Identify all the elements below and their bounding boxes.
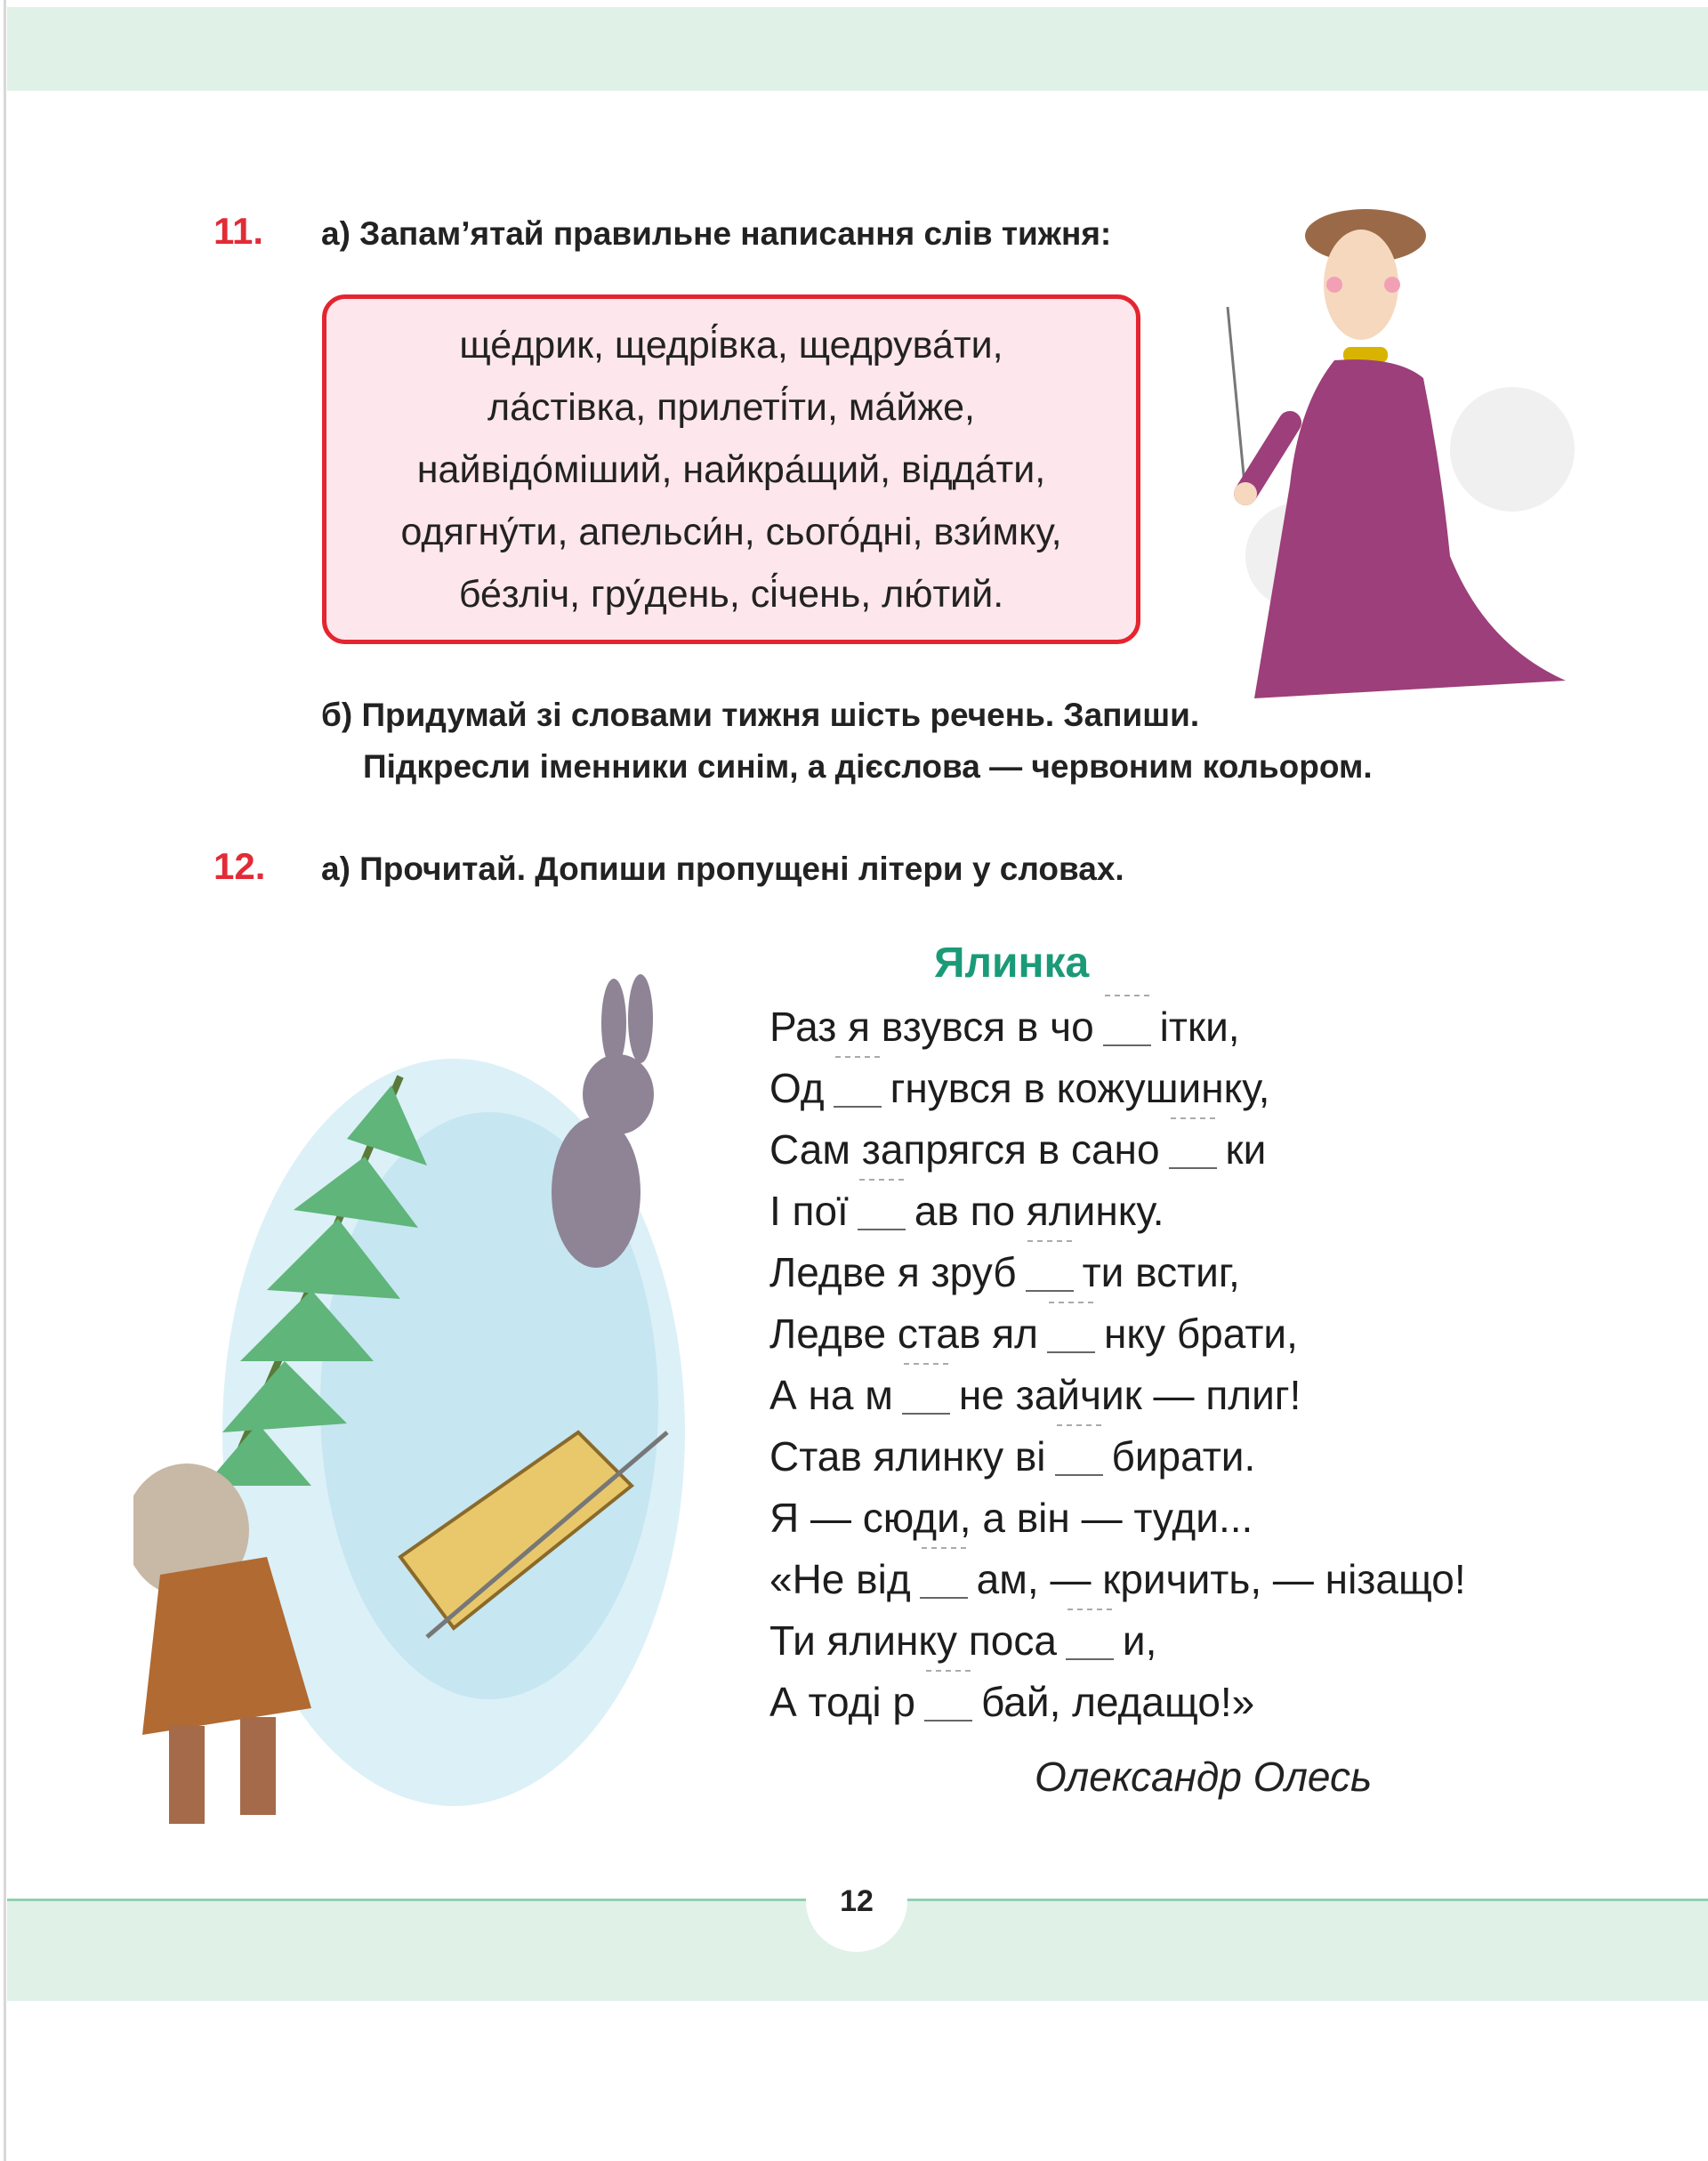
missing-letter-blank[interactable] (924, 1686, 972, 1722)
words-of-week-box (322, 294, 1140, 644)
poem-line-text: «Не від (769, 1556, 911, 1602)
missing-letter-blank[interactable] (1026, 1256, 1074, 1292)
poem-line (769, 1672, 1466, 1733)
task-11-part-b: б) Придумай зі словами тижня шість речень. Запиши. (321, 697, 1200, 733)
poem-line (769, 1365, 1466, 1426)
page-edge (4, 0, 6, 2161)
teacher-illustration (1219, 200, 1575, 698)
poem-line-text: Ти ялинку поса (769, 1617, 1057, 1664)
poem-line-text: нку брати, (1104, 1310, 1298, 1357)
missing-letter-blank[interactable] (834, 1072, 882, 1108)
poem-line (769, 1426, 1466, 1488)
poem-line-text: бирати. (1111, 1433, 1256, 1480)
poem-line (769, 1488, 1466, 1549)
poem-line-text: Став ялинку ві (769, 1433, 1046, 1480)
missing-letter-blank[interactable] (902, 1379, 950, 1415)
poem-line-text: гнувся в кожушинку, (890, 1065, 1270, 1111)
poem (769, 996, 1466, 1733)
poem-line-text: ам, — кричить, — нізащо! (976, 1556, 1466, 1602)
poem-line-text: ти встиг, (1082, 1249, 1240, 1295)
missing-letter-blank[interactable] (1047, 1318, 1095, 1353)
poem-line (769, 996, 1466, 1058)
task-12-part-a: а) Прочитай. Допиши пропущені літери у словах. (321, 851, 1124, 887)
missing-letter-blank[interactable] (858, 1195, 906, 1230)
header-band (7, 7, 1708, 91)
word-line: одягну́ти, апельси́н, сього́дні, взи́мку, (400, 510, 1062, 553)
task-11-part-b-line2: Підкресли іменники синім, а дієслова — червоним кольором. (363, 748, 1373, 785)
poem-line (769, 1119, 1466, 1181)
word-line: ще́дрик, щедрі́вка, щедрува́ти, (459, 323, 1003, 367)
task-11-number: 11. (214, 210, 264, 252)
poem-line-text: бай, ледащо!» (981, 1679, 1255, 1725)
word-line: ла́стівка, прилеті́ти, ма́йже, (487, 385, 975, 429)
poem-line-text: Ледве я зруб (769, 1249, 1017, 1295)
missing-letter-blank[interactable] (1169, 1133, 1217, 1169)
page-number: 12 (806, 1851, 907, 1952)
poem-line (769, 1549, 1466, 1610)
poem-line-text: Раз я взувся в чо (769, 1004, 1094, 1050)
poem-line-text: Сам запрягся в сано (769, 1126, 1160, 1173)
poem-line (769, 1058, 1466, 1119)
poem-line (769, 1303, 1466, 1365)
missing-letter-blank[interactable] (920, 1563, 968, 1599)
poem-title: Ялинка (934, 939, 1090, 987)
poem-line-text: Я — сюди, а він — туди... (769, 1495, 1253, 1541)
poem-line-text: ав по ялинку. (914, 1188, 1164, 1234)
poem-line-text: и, (1122, 1617, 1157, 1664)
poem-line-text: І пої (769, 1188, 849, 1234)
poem-line (769, 1610, 1466, 1672)
poem-line-text: ітки, (1159, 1004, 1240, 1050)
poem-line-text: ки (1225, 1126, 1267, 1173)
poem-line-text: Од (769, 1065, 825, 1111)
task-11-part-a: а) Запам’ятай правильне написання слів тижня: (321, 215, 1112, 252)
poem-line-text: А тоді р (769, 1679, 916, 1725)
missing-letter-blank[interactable] (1055, 1440, 1103, 1476)
word-line: бе́зліч, гру́день, сі́чень, лю́тий. (458, 572, 1004, 616)
poem-line-text: А на м (769, 1372, 893, 1418)
winter-illustration (133, 934, 694, 1851)
missing-letter-blank[interactable] (1103, 1011, 1151, 1046)
missing-letter-blank[interactable] (1066, 1625, 1114, 1660)
poem-line-text: Ледве став ял (769, 1310, 1038, 1357)
poem-line (769, 1181, 1466, 1242)
task-12-number: 12. (214, 845, 266, 887)
poem-author: Олександр Олесь (1035, 1754, 1373, 1800)
poem-line (769, 1242, 1466, 1303)
poem-line-text: не зайчик — плиг! (958, 1372, 1301, 1418)
word-line: найвідо́міший, найкра́щий, відда́ти, (416, 448, 1046, 491)
